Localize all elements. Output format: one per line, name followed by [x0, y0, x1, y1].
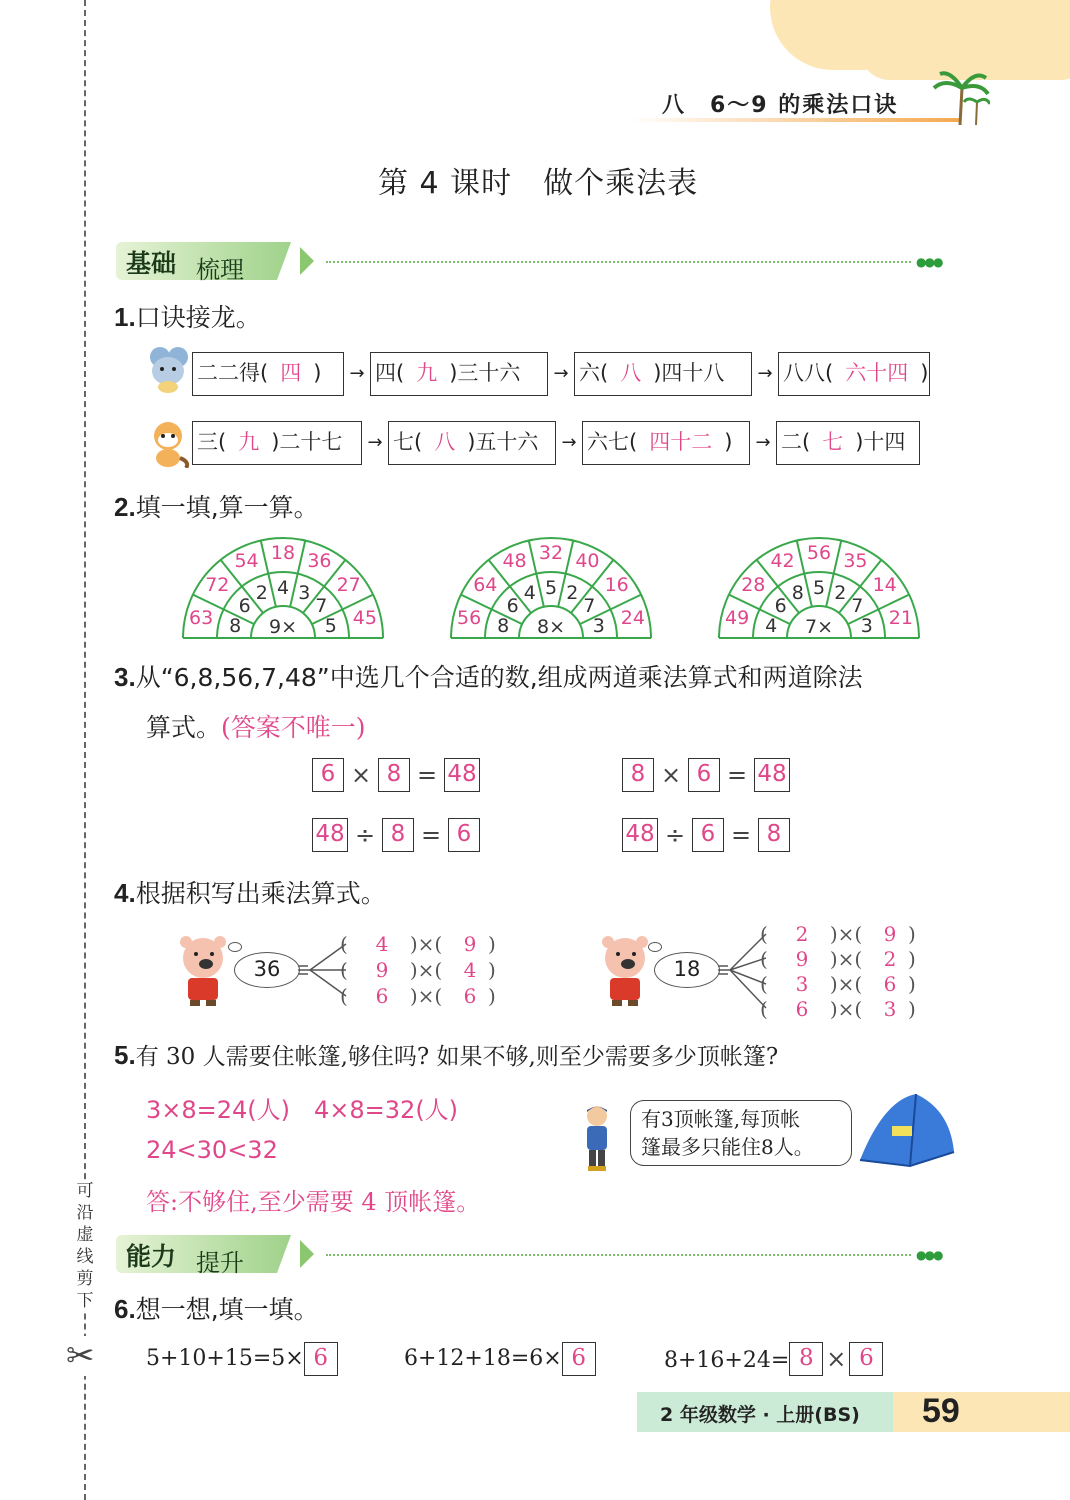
paren: ): [908, 947, 916, 971]
factor-2: 3: [883, 997, 897, 1021]
banner-label-1: 能力: [126, 1242, 177, 1271]
arrow-icon: →: [553, 363, 569, 384]
factor-2: 9: [463, 932, 477, 956]
paren: (: [340, 984, 348, 1008]
fan-outer-number: 48: [502, 550, 527, 573]
fan-inner-number: 8: [791, 581, 804, 604]
fan-inner-number: 4: [276, 577, 290, 599]
arrow-icon: →: [367, 432, 383, 453]
chain-answer: 四: [280, 361, 302, 385]
fan-inner-number: 2: [255, 581, 268, 604]
answer-box: 8: [789, 1342, 823, 1376]
fan-inner-number: 4: [523, 581, 536, 604]
fan-inner-number: 3: [298, 581, 311, 604]
chain-suffix: )二十七: [271, 430, 343, 454]
calc-line-2: 24<30<32: [146, 1136, 278, 1164]
factor-row: [760, 922, 940, 946]
fan-outer-number: 45: [352, 607, 377, 630]
answer-box: 48: [754, 758, 790, 792]
factor-2: 9: [883, 922, 897, 946]
sum-expression-2: 6+12+18=6× 6: [404, 1342, 596, 1376]
paren: ): [488, 958, 496, 982]
factor-2: 2: [883, 947, 897, 971]
equation-3: [312, 818, 480, 852]
chain-answer: 九: [238, 430, 260, 454]
fan-outer-number: 32: [538, 542, 564, 564]
question-6: 6.想一想,填一填。: [114, 1294, 319, 1324]
paren: (: [760, 997, 768, 1021]
operator: ×: [660, 761, 682, 789]
fan-outer-number: 63: [189, 607, 214, 630]
fan-outer-number: 27: [336, 573, 361, 596]
answer-box: 8: [378, 758, 410, 792]
equation-2: [622, 758, 790, 792]
operator: ÷: [354, 821, 376, 849]
answer-box: 6: [562, 1342, 596, 1376]
chain-box: [582, 421, 750, 465]
operator: ×: [350, 761, 372, 789]
chain-prefix: 七(: [393, 430, 423, 454]
fan-outer-number: 35: [843, 550, 868, 573]
chain-box: [192, 352, 344, 396]
palm-tree-icon: [930, 70, 990, 135]
arrow-icon: →: [349, 363, 365, 384]
chain-prefix: 六七(: [587, 430, 638, 454]
operator: ÷: [664, 821, 686, 849]
chain-prefix: 八八(: [783, 361, 834, 385]
question-3: 3.从“6,8,56,7,48”中选几个合适的数,组成两道乘法算式和两道除法: [114, 662, 863, 692]
paren: ): [908, 972, 916, 996]
times-op: )×(: [829, 947, 863, 971]
equation-4: [622, 818, 790, 852]
factor-1: 2: [795, 922, 809, 946]
factor-2: 6: [463, 984, 477, 1008]
question-1: 1.口诀接龙。: [114, 302, 261, 332]
footer-page-bg: [893, 1392, 1070, 1432]
cut-instruction: 可沿虚线剪下: [74, 1180, 96, 1312]
fan-inner-number: 4: [765, 615, 778, 638]
fan-outer-number: 16: [604, 573, 629, 596]
chain-answer: 八: [620, 361, 642, 385]
multiplication-fan: [448, 536, 654, 646]
answer-box: 8: [758, 818, 790, 852]
fan-inner-number: 5: [324, 615, 337, 638]
question-3-line2: 算式。(答案不唯一): [146, 713, 366, 742]
fan-diagrams: [180, 536, 940, 646]
banner-label-2: 提升: [196, 1249, 244, 1277]
banner-arrow-icon: [300, 247, 314, 275]
boy-icon: [580, 1104, 614, 1176]
sum-expression-3: 8+16+24= 8 × 6: [664, 1342, 883, 1378]
fan-outer-number: 64: [473, 573, 498, 596]
dots-icon: ●●●: [916, 255, 942, 269]
answer-box: 6: [304, 1342, 338, 1376]
chain-box: [574, 352, 752, 396]
times-op: )×(: [829, 997, 863, 1021]
factor-row: [760, 997, 940, 1021]
chain-answer: 七: [822, 430, 844, 454]
paren: ): [908, 997, 916, 1021]
times-op: )×(: [829, 922, 863, 946]
factor-1: 4: [375, 932, 389, 956]
fan-inner-number: 2: [834, 581, 847, 604]
chain-prefix: 三(: [197, 430, 227, 454]
answer-box: 48: [622, 818, 658, 852]
operator: =: [420, 821, 442, 849]
banner-label-1: 基础: [126, 249, 177, 278]
fan-outer-number: 28: [741, 573, 766, 596]
fan-outer-number: 56: [806, 542, 832, 564]
paren: (: [760, 922, 768, 946]
fan-outer-number: 40: [575, 550, 600, 573]
paren: (: [760, 947, 768, 971]
tent-icon: [854, 1090, 958, 1174]
answer-note: (答案不唯一): [221, 713, 366, 742]
arrow-icon: →: [561, 432, 577, 453]
chain-answer: 八: [434, 430, 456, 454]
speech-line-1: 有3顶帐篷,每顶帐: [641, 1107, 801, 1131]
answer-box: 6: [688, 758, 720, 792]
fan-outer-number: 54: [234, 550, 259, 573]
fan-center-label: 9×: [268, 616, 297, 638]
fan-outer-number: 18: [270, 542, 296, 564]
answer-box: 48: [312, 818, 348, 852]
fan-inner-number: 7: [851, 595, 864, 618]
chain-prefix: 二二得(: [197, 361, 269, 385]
thought-dot: [228, 942, 242, 952]
answer-box: 6: [692, 818, 724, 852]
fan-outer-number: 14: [872, 573, 897, 596]
question-5: 5.有 30 人需要住帐篷,够住吗? 如果不够,则至少需要多少顶帐篷?: [114, 1040, 779, 1070]
operator: =: [730, 821, 752, 849]
chain-box: [192, 421, 362, 465]
answer-box: 8: [622, 758, 654, 792]
product-bubble: 36: [234, 952, 300, 988]
fan-outer-number: 36: [307, 550, 332, 573]
chain-suffix: ): [920, 361, 929, 385]
fan-center-label: 8×: [536, 616, 565, 638]
paren: (: [340, 932, 348, 956]
fan-inner-number: 6: [506, 595, 519, 618]
paren: ): [488, 932, 496, 956]
chapter-title: 八 6～9 的乘法口诀: [662, 93, 899, 118]
fan-outer-number: 72: [205, 573, 230, 596]
pig-icon-2: [594, 934, 656, 1010]
factor-row: [760, 947, 940, 971]
factor-1: 9: [375, 958, 389, 982]
factor-1: 6: [795, 997, 809, 1021]
multiplication-fan: [180, 536, 386, 646]
chain-answer: 九: [416, 361, 438, 385]
lesson-title: 第 4 课时 做个乘法表: [378, 166, 699, 201]
paren: ): [908, 922, 916, 946]
times-op: )×(: [829, 972, 863, 996]
times-op: )×(: [409, 932, 443, 956]
factor-2: 4: [463, 958, 477, 982]
multiplication-fan: [716, 536, 922, 646]
chain-prefix: 六(: [579, 361, 609, 385]
thought-dot-2: [648, 942, 662, 952]
factor-row: [340, 932, 520, 956]
dots-icon: ●●●: [916, 1248, 942, 1262]
operator: =: [416, 761, 438, 789]
paren: ): [488, 984, 496, 1008]
factor-2: 6: [883, 972, 897, 996]
answer-box: 6: [849, 1342, 883, 1376]
fan-inner-number: 3: [592, 615, 605, 638]
fan-inner-number: 7: [583, 595, 596, 618]
equation-1: [312, 758, 480, 792]
fan-outer-number: 56: [457, 607, 482, 630]
factor-1: 6: [375, 984, 389, 1008]
fan-inner-number: 6: [238, 595, 251, 618]
fan-inner-number: 6: [774, 595, 787, 618]
fan-inner-number: 8: [229, 615, 242, 638]
mouse-icon: [144, 345, 192, 397]
fan-outer-number: 49: [725, 607, 750, 630]
chain-suffix: ): [313, 361, 322, 385]
chain-suffix: ): [724, 430, 733, 454]
factor-1: 3: [795, 972, 809, 996]
chain-box: [776, 421, 920, 465]
chain-suffix: )四十八: [653, 361, 725, 385]
fan-inner-number: 7: [315, 595, 328, 618]
pig-icon: [172, 934, 234, 1010]
question-2: 2.填一填,算一算。: [114, 492, 319, 522]
chain-answer: 六十四: [845, 361, 909, 385]
factor-row: [340, 984, 520, 1008]
banner-arrow-icon: [300, 1240, 314, 1268]
fan-inner-number: 5: [544, 577, 558, 599]
paren: (: [760, 972, 768, 996]
factor-row: [340, 958, 520, 982]
book-title: 2 年级数学 · 上册(BS): [660, 1404, 860, 1426]
fan-inner-number: 3: [860, 615, 873, 638]
section-banner-ability: [116, 1235, 956, 1277]
chapter-underline: [630, 118, 960, 122]
chain-box: [778, 352, 930, 396]
chain-prefix: 四(: [375, 361, 405, 385]
calc-line-1: 3×8=24(人) 4×8=32(人): [146, 1096, 459, 1124]
operator: =: [726, 761, 748, 789]
fan-outer-number: 21: [888, 607, 913, 630]
sum-expression-1: 5+10+15=5× 6: [146, 1342, 338, 1376]
fan-outer-number: 24: [620, 607, 645, 630]
chain-box: [388, 421, 556, 465]
section-banner-basic: [116, 242, 956, 284]
answer-box: 48: [444, 758, 480, 792]
chain-box: [370, 352, 548, 396]
times-op: )×(: [409, 958, 443, 982]
page-number: 59: [922, 1392, 960, 1430]
question-4: 4.根据积写出乘法算式。: [114, 878, 386, 908]
speech-line-2: 篷最多只能住8人。: [641, 1135, 814, 1159]
fan-inner-number: 5: [812, 577, 826, 599]
times-op: )×(: [409, 984, 443, 1008]
speech-bubble: [630, 1100, 852, 1166]
answer-box: 6: [448, 818, 480, 852]
chain-suffix: )五十六: [467, 430, 539, 454]
arrow-icon: →: [755, 432, 771, 453]
fan-outer-number: 42: [770, 550, 795, 573]
arrow-icon: →: [757, 363, 773, 384]
banner-label-2: 梳理: [196, 256, 244, 284]
answer-box: 8: [382, 818, 414, 852]
chain-suffix: )十四: [855, 430, 906, 454]
chain-prefix: 二(: [781, 430, 811, 454]
chain-answer: 四十二: [649, 430, 713, 454]
chain-row-1: [192, 352, 952, 396]
paren: (: [340, 958, 348, 982]
fan-center-label: 7×: [804, 616, 833, 638]
scissors-icon: ✂: [66, 1336, 95, 1376]
factor-1: 9: [795, 947, 809, 971]
fan-inner-number: 8: [497, 615, 510, 638]
chain-row-2: [192, 421, 952, 465]
raccoon-icon: [144, 418, 192, 472]
fan-inner-number: 2: [566, 581, 579, 604]
answer-box: 6: [312, 758, 344, 792]
product-bubble-2: 18: [654, 952, 720, 988]
factor-row: [760, 972, 940, 996]
chain-suffix: )三十六: [449, 361, 521, 385]
answer-line: 答:不够住,至少需要 4 顶帐篷。: [146, 1188, 481, 1216]
